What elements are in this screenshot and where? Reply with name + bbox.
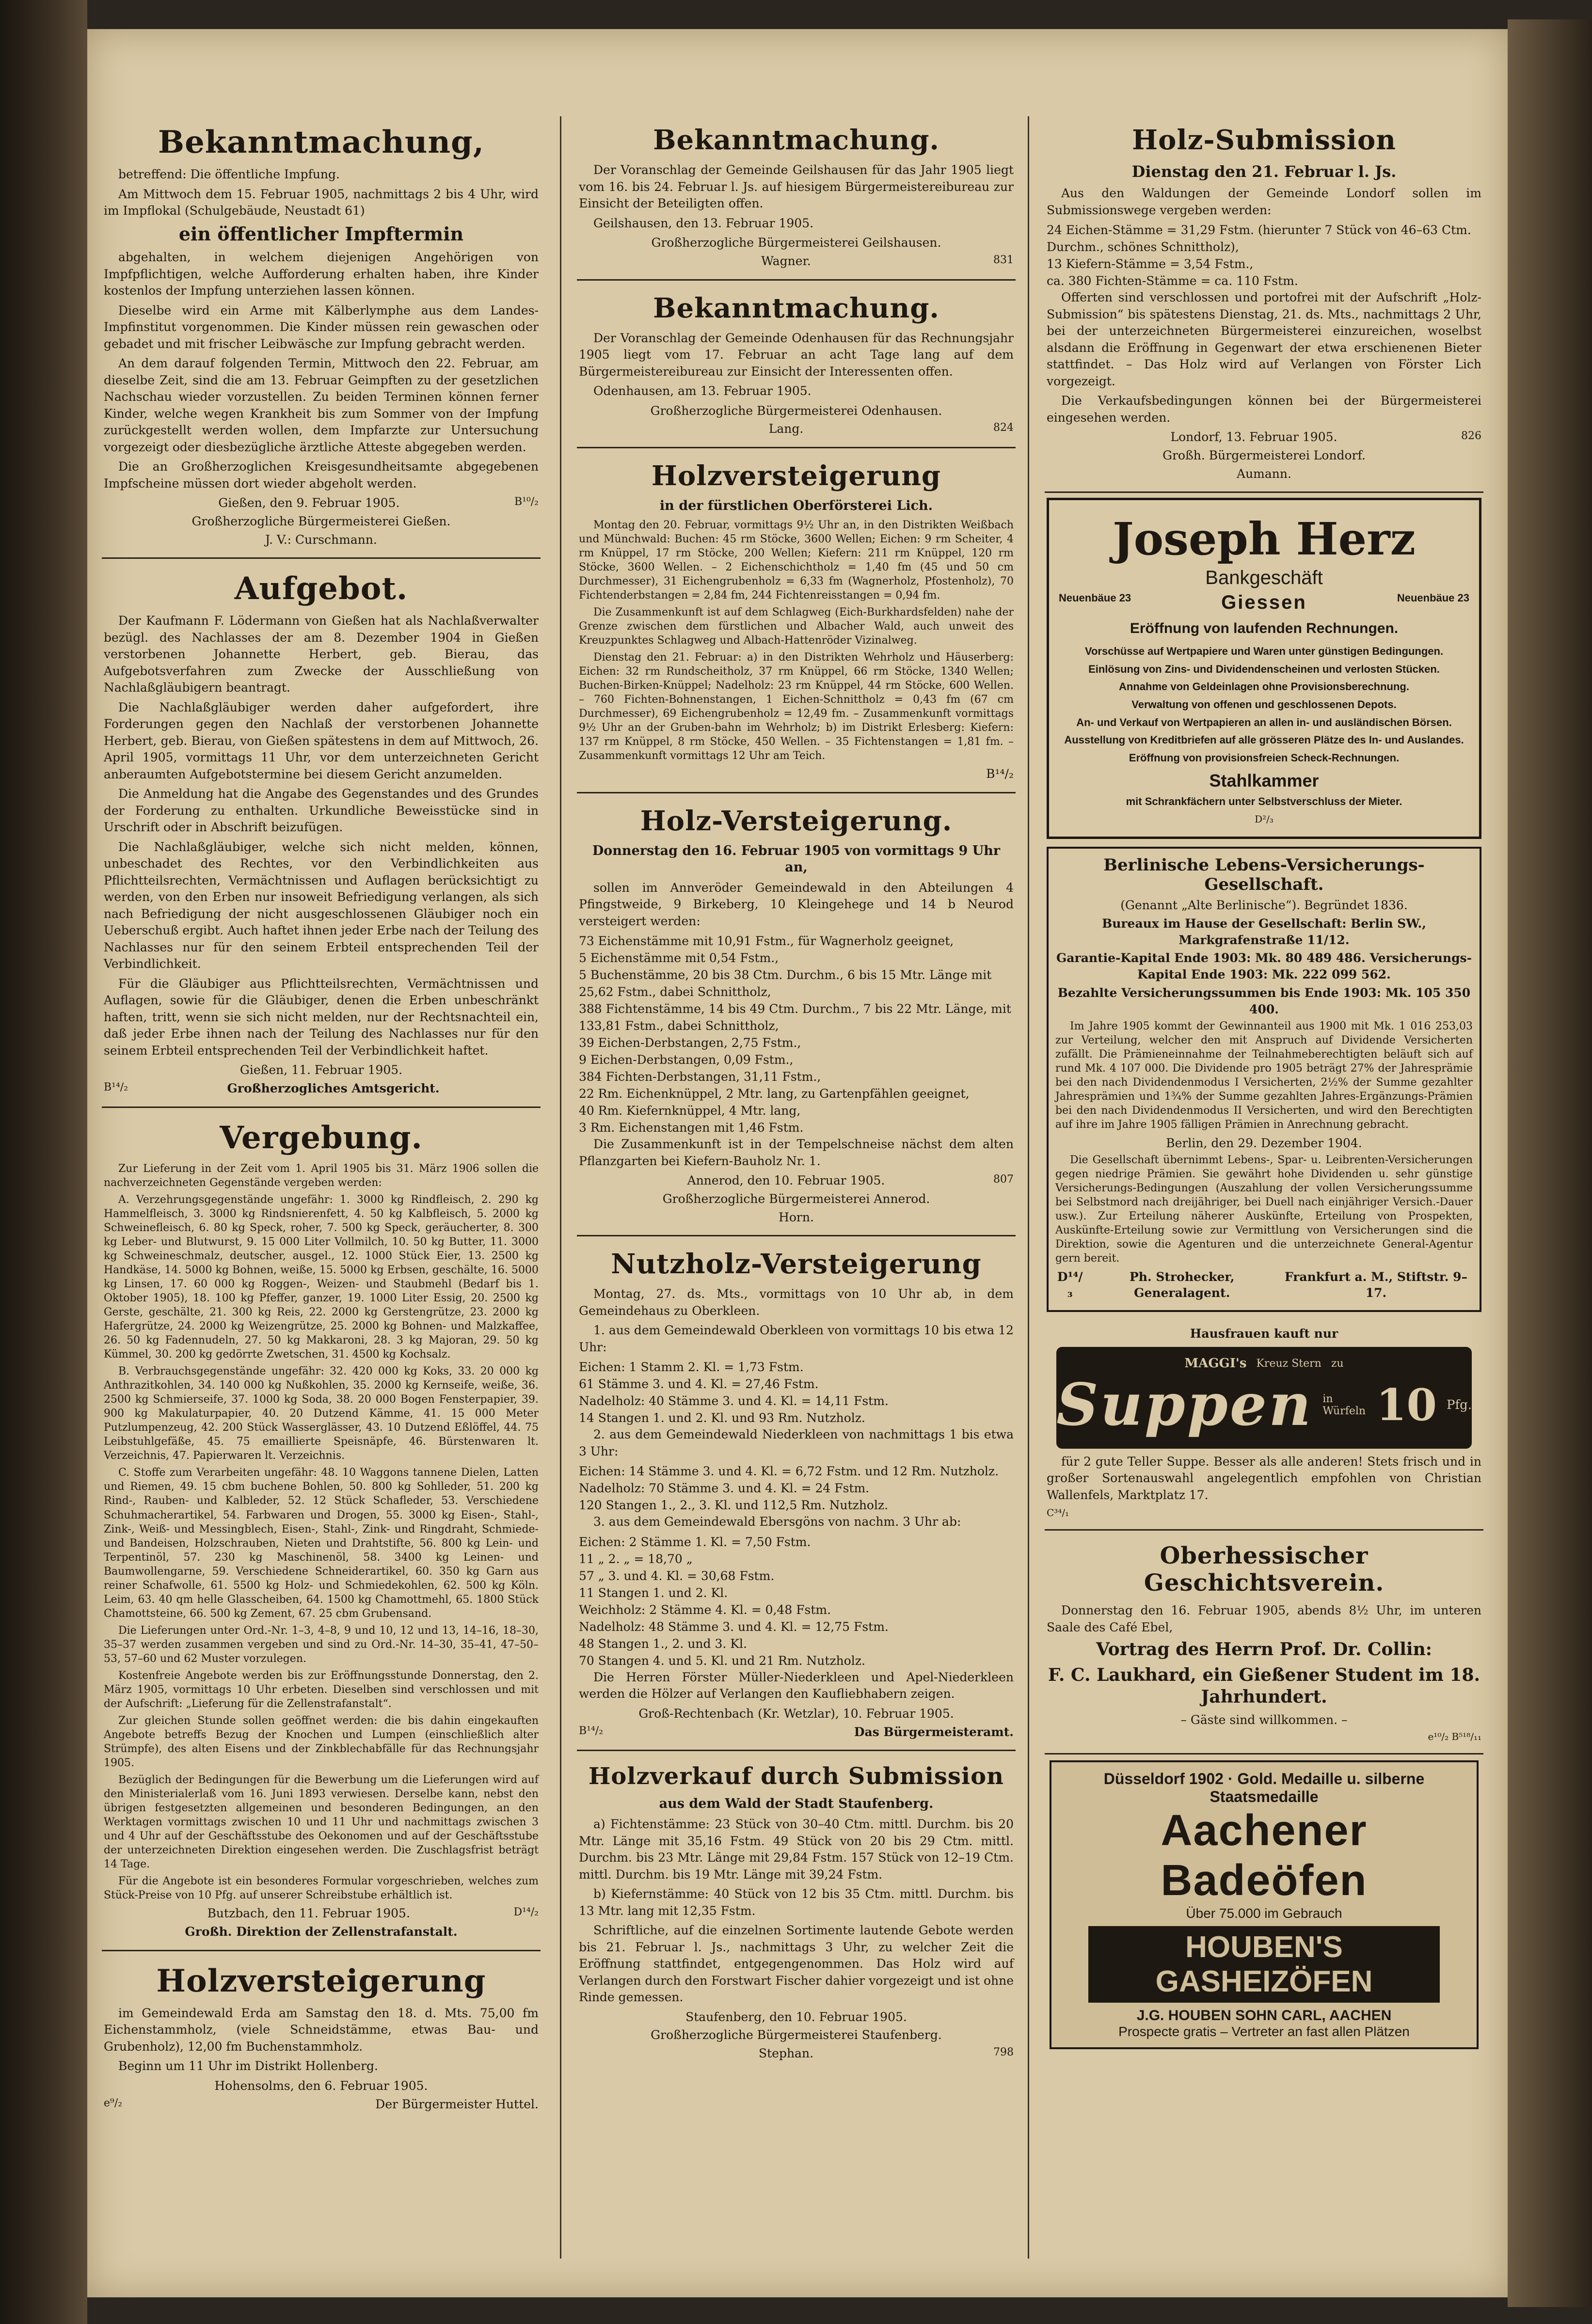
notice-text: Zur gleichen Stunde sollen geöffnet werden: die bis dahin eingekauften Angebote betreffs Bezug der Knochen und Lumpen (einschließlich alter Strümpfe), des alten Eisens und der Zinkblechabfälle für das Rechnungsjahr 1905. [104,1714,539,1770]
notice-text: Die Anmeldung hat die Angabe des Gegenstandes und des Grundes der Forderung zu enthalten. Urkundliche Beweisstücke sind in Urschrift oder in Abschrift beizufügen. [104,787,539,835]
notice-text: Dienstag den 21. Februar: a) in den Distrikten Wehrholz und Häuserberg: Eichen: 32 rm Rundscheitholz, 37 rm Knüppel, 66 rm Stöcke, 1340 Wellen; Buchen-Birken-Knüppel; Nadelholz: 23 rm Knüppel, 44 rm Stöcke, 600 Wellen. – 760 Fichten-Bohnenstangen, 1 Eichen-Schnittholz = 0,43 fm (67 cm Durchmesser), 69 Eichengrubenholz = 12,49 fm. – Zusammenkunft vormittags 9½ Uhr an der Gruben-bahn im Wehrholz; b) im Distrikt Erlesberg: Kiefern: 137 rm Knüppel, 8 rm Stöcke, 450 Wellen. – 35 Fichtenstangen = 1,81 fm. – Zusammenkunft vormittags 12 Uhr am Teich. [579,651,1014,762]
column-rule [560,116,561,2259]
column-left [102,116,541,2268]
notice-text: Der Kaufmann F. Lödermann von Gießen hat als Nachlaßverwalter bezügl. des Nachlasses der am 8. Dezember 1904 in Gießen verstorbenen Johannette Herbert, geb. Bierau, das Aufgebotsverfahren zum Zwecke der Ausschließung von Nachlaßgläubigern beantragt. [104,614,539,695]
notice-title: Holz-Submission [1132,124,1396,156]
notice-nutzholz [577,1240,1016,1751]
insurer-paid: Bezahlte Versicherungssummen bis Ende 1903: Mk. 105 350 400. [1057,985,1471,1016]
address-right: Neuenbäue 23 [1397,592,1469,604]
insurer-text: Im Jahre 1905 kommt der Gewinnanteil aus 1900 mit Mk. 1 016 253,03 zur Verteilung, welcher den mit Anspruch auf Dividende Versicherten zufällt. Die Prämieneinnahme der Teilnahmeberechtigten beläuft sich auf rund Mk. 4 107 000. Die Dividende pro 1905 beträgt 27% der Jahresprämie bei den nach Dividendenmodus I Versicherten, 2½% der Summe gezahlter Jahresprämien und 1¾% der Summe gezahlten Jahres-Ergänzungs-Prämien bei den nach Dividendenmodus II Versicherten, und wird den Berechtigten auf ihre im Jahre 1905 fälligen Prämien in Anrechnung gebracht. [1055,1020,1473,1131]
item-1: 61 Stämme 3. und 4. Kl. = 27,46 Fstm. [579,1377,819,1391]
bank-city: Giessen [1221,592,1307,614]
item-4: Weichholz: 2 Stämme 4. Kl. = 0,48 Fstm. [579,1602,831,1617]
notice-staufenberg [577,1755,1016,2071]
insurer-footer [1055,1269,1473,1302]
notice-text: Montag, 27. ds. Mts., vormittags von 10 Uhr ab, in dem Gemeindehaus zu Oberkleen. [579,1287,1014,1318]
notice-impfung [102,116,541,559]
bank-service: Annahme von Geldeinlagen ohne Provisionsberechnung. [1119,680,1409,693]
notice-number: 798 [993,2046,1014,2059]
bank-name: Joseph Herz [1113,513,1416,566]
notice-text: Aus den Waldungen der Gemeinde Londorf sollen im Submissionswege vergeben werden: [1047,186,1481,217]
column-middle [577,116,1016,2268]
insurer-capital: Garantie-Kapital Ende 1903: Mk. 80 489 486. Versicherungs-Kapital Ende 1903: Mk. 222 099 562. [1056,951,1472,981]
lecture-heading: Vortrag des Herrn Prof. Dr. Collin: [1096,1639,1433,1660]
item-8: 40 Rm. Kiefernknüppel, 4 Mtr. lang, [579,1104,801,1118]
notice-text: Der Voranschlag der Gemeinde Geilshausen für das Jahr 1905 liegt vom 16. bis 24. Februar l. Js. auf hiesigem Bürgermeistereibureau zur Einsicht der Beteiligten offen. [579,163,1014,210]
notice-date: Staufenberg, den 10. Februar 1905. [685,2009,907,2024]
item-2: 5 Buchenstämme, 20 bis 38 Ctm. Durchm., 6 bis 15 Mtr. Länge mit 25,62 Fstm., dabei Schnittholz, [579,968,992,999]
bank-service: An- und Verkauf von Wertpapieren an allen in- und ausländischen Börsen. [1076,716,1452,728]
insurer-address: Bureaux im Hause der Gesellschaft: Berlin SW., Markgrafenstraße 11/12. [1102,916,1426,947]
notice-text: Donnerstag den 16. Februar 1905, abends 8½ Uhr, im unteren Saale des Café Ebel, [1047,1603,1481,1634]
notice-text: 1. aus dem Gemeindewald Oberkleen von vormittags 10 bis etwa 12 Uhr: [579,1323,1014,1354]
notice-date: Gießen, 11. Februar 1905. [239,1063,403,1077]
notice-code: B¹⁴/₂ [579,1724,604,1737]
ad-houben [1050,1760,1479,2049]
notice-title: Nutzholz-Versteigerung [611,1248,982,1281]
notice-holz-submission [1045,116,1483,493]
item-6: 384 Fichten-Derbstangen, 31,11 Fstm., [579,1070,821,1084]
maggi-wuerfel: in Würfeln [1322,1392,1366,1417]
notice-odenhausen [577,285,1016,449]
notice-holz-versteigerung-annerod [577,797,1016,1236]
notice-signature: Großherzogliche Bürgermeisterei Odenhausen. [650,403,942,418]
bank-service: Einlösung von Zins- und Dividendenscheinen und verlosten Stücken. [1088,663,1440,675]
notice-name: Horn. [779,1210,814,1224]
notice-title: Holzverkauf durch Submission [588,1763,1004,1790]
notice-number: 807 [993,1173,1014,1186]
item-3: 11 Stangen 1. und 2. Kl. [579,1585,728,1600]
item-2: Nadelholz: 40 Stämme 3. und 4. Kl. = 14,11 Fstm. [579,1394,889,1408]
ad-joseph-herz [1047,498,1481,839]
bank-service: Vorschüsse auf Wertpapiere und Waren unter günstigen Bedingungen. [1084,645,1444,658]
maggi-badge: Kreuz Stern [1256,1357,1321,1370]
column-rule [1028,116,1029,2259]
item-3: 14 Stangen 1. und 2. Kl. und 93 Rm. Nutzholz. [579,1411,865,1425]
maggi-pfennig: Pfg. [1446,1397,1472,1412]
item-3: 388 Fichtenstämme, 14 bis 49 Ctm. Durchm., 7 bis 22 Mtr. Länge, mit 133,81 Fstm., dabei Schnittholz, [579,1002,1011,1033]
lecture-topic: F. C. Laukhard, ein Gießener Student im 18. Jahrhundert. [1048,1665,1481,1707]
notice-text: Für die Angebote ist ein besonderes Formular vorgeschrieben, welches zum Stück-Preise von 10 Pfg. auf unserer Schreibstube erhältlich ist. [104,1875,539,1902]
notice-number: 831 [993,253,1014,266]
column-right [1045,116,1483,2268]
notice-text: Die Zusammenkunft ist in der Tempelschneise nächst dem alten Pflanzgarten bei Kiefern-Bauholz Nr. 1. [579,1137,1014,1168]
item-2: ca. 380 Fichten-Stämme = ca. 110 Fstm. [1047,274,1298,288]
ad-code: D¹⁴/₃ [1057,1269,1083,1300]
item-7: 70 Stangen 4. und 5. Kl. und 21 Rm. Nutzholz. [579,1653,865,1668]
notice-name: Aumann. [1237,466,1291,481]
notice-text: Der Voranschlag der Gemeinde Odenhausen für das Rechnungsjahr 1905 liegt vom 17. Februar an acht Tage lang auf dem Bürgermeistereibureau zur Einsicht der Interessenten offen. [579,331,1014,379]
newspaper-page [87,29,1508,2297]
item-0: 73 Eichenstämme mit 10,91 Fstm., für Wagnerholz geeignet, [579,934,954,949]
bank-stahlkammer: Stahlkammer [1209,771,1319,791]
insurer-date: Berlin, den 29. Dezember 1904. [1166,1136,1362,1150]
notice-title: Holzversteigerung [156,1962,486,1999]
ad-berlinische [1047,847,1481,1312]
notice-title: Holzversteigerung [651,460,941,492]
notice-signature: Großherzogliches Amtsgericht. [227,1081,440,1095]
item-1: 5 Eichenstämme mit 0,54 Fstm., [579,951,779,965]
notice-title: Bekanntmachung. [653,124,939,156]
notice-signature: Großherzogliche Bürgermeisterei Gießen. [191,514,451,528]
insurer-city: Frankfurt a. M., Stiftstr. 9–17. [1284,1269,1468,1300]
notice-place [104,495,539,511]
notice-signature: J. V.: Curschmann. [265,532,377,547]
houben-heater: HOUBEN'S GASHEIZÖFEN [1088,1926,1440,2003]
notice-holzversteigerung-erda [102,1955,541,2122]
notice-text: Die Zusammenkunft ist auf dem Schlagweg (Eich-Burkhardsfelden) nahe der Grenze zwischen dem fürstlichen und Albacher Wald, auch unweit des Kreuzpunktes Schlagweg und Albach-Hattenröder Vizinalweg. [579,606,1014,647]
notice-title: Holz-Versteigerung. [640,805,953,838]
notice-date: Annerod, den 10. Februar 1905. [687,1173,885,1188]
maggi-price: 10 [1376,1379,1437,1431]
notice-code: B¹⁴/₂ [104,1081,128,1093]
notice-text: Die Nachlaßgläubiger werden daher aufgefordert, ihre Forderungen gegen den Nachlaß der verstorbenen Johannette Herbert, geb. Bierau, von Gießen spätestens in dem auf Mittwoch, 26. April 1905, vormittags 11 Uhr, vor dem unterzeichneten Gericht anberaumten Aufgebotstermine bei diesem Gericht anzumelden. [104,700,539,781]
notice-text: B. Verbrauchsgegenstände ungefähr: 32. 420 000 kg Koks, 33. 20 000 kg Anthrazitkohlen, 34. 140 000 kg Nußkohlen, 35. 2000 kg Kernseife, weiße, 36. 2500 kg Schmierseife, 37. 1000 kg Soda, 38. 20 000 Bogen Fensterpapier, 39. 900 kg Makulaturpapier, 40. 20 Dutzend Kämme, 41. 15 000 Meter Putzlumpenzeug, 42. 200 Stück Wasserglässer, 43. 10 Dutzend Eßlöffel, 44. 75 Leibstuhlgefäße, 45. 75 emaillierte Speisnäpfe, 46. Bürstenwaren lt. Verzeichnis, 47. Papierwaren lt. Verzeichnis. [104,1365,539,1462]
ad-code [1047,1730,1481,1743]
bank-heading: Eröffnung von laufenden Rechnungen. [1130,620,1399,637]
notice-name: Lang. [768,422,804,436]
item-1: Nadelholz: 70 Stämme 3. und 4. Kl. = 24 Fstm. [579,1481,870,1496]
notice-text: Die an Großherzoglichen Kreisgesundheitsamte abgegebenen Impfscheine müssen dort wieder abgeholt werden. [104,459,539,490]
notice-text: Die Herren Förster Müller-Niederkleen und Apel-Niederkleen werden die Hölzer auf Verlangen den Kaufliebhabern zeigen. [579,1670,1014,1701]
item-0: Eichen: 14 Stämme 3. und 4. Kl. = 6,72 Fstm. und 12 Rm. Nutzholz. [579,1464,999,1479]
notice-text: Offerten sind verschlossen und portofrei mit der Aufschrift „Holz-Submission“ bis spätestens Dienstag, 21. ds. Mts., nachmittags 2 Uhr, bei der unterzeichneten Bürgermeisterei einzureichen, woselbst alsdann die Eröffnung in Gegenwart der etwa erschienenen Bieter stattfindet. – Das Holz wird auf Verlangen von Förster Lich vorgezeigt. [1047,290,1481,388]
item-5: 9 Eichen-Derbstangen, 0,09 Fstm., [579,1053,794,1067]
ad-code-a: e¹⁰/₂ [1428,1731,1449,1742]
item-6: 48 Stangen 1., 2. und 3. Kl. [579,1636,747,1651]
notice-text: Beginn um 11 Uhr im Distrikt Hollenberg. [118,2059,378,2073]
notice-name: Wagner. [761,253,811,268]
bank-address [1059,592,1469,614]
notice-text: Schriftliche, auf die einzelnen Sortimente lautende Gebote werden bis 21. Februar l. Js., nachmittags 3 Uhr, zu welcher Zeit die Eröffnung stattfindet, entgegengenommen. Das Holz wird auf Verlangen durch den Forstwart Fischer dahier vorgezeigt und ist ohne Rinde gemessen. [579,1923,1014,2005]
insurer-agent: Ph. Strohecker, Generalagent. [1129,1269,1235,1300]
ad-code-b: B⁵¹⁸/₁₁ [1451,1731,1481,1742]
notice-text: C. Stoffe zum Verarbeiten ungefähr: 48. 10 Waggons tannene Dielen, Latten und Riemen, 49. 15 cbm buchene Bohlen, 50. 800 kg Sohlleder, 51. 200 kg Rind-, Rauben- und Kalbleder, 52. 12 Stück Schafleder, 53. Verschiedene Schuhmacherartikel, 54. Farbwaren und Drogen, 55. 3000 kg Eisen-, Stahl-, Zink-, Weiß- und Messingblech, Eisen-, Stahl-, Zink- und Ringdraht, Schmiede- und Bandeisen, Holzschrauben, Nieten und Drahtstifte, 56. 800 kg Lein- und Terpentinöl, 57. 230 kg Maschinenöl, 58. 3400 kg Leinen- und Baumwollengarne, 59. Verschiedene Schneiderartikel, 60. 350 kg Garn aus reiner Schafwolle, 61. 5500 kg Holz- und Schmiedekohlen, 62. 500 kg Köln. Leim, 63. 40 qm helle Glasscheiben, 64. 1500 kg Chamottmehl, 65. 1800 Stück Chamottsteine, 66. 500 kg Zement, 67. 25 cbm Grubensand. [104,1467,539,1620]
notice-date: Gießen, den 9. Februar 1905. [218,496,400,510]
item-1: 13 Kiefern-Stämme = 3,54 Fstm., [1047,257,1254,271]
notice-code: B¹⁰/₂ [514,496,539,508]
notice-date: Hohensolms, den 6. Februar 1905. [214,2078,428,2093]
item-9: 3 Rm. Eichenstangen mit 1,46 Fstm. [579,1121,804,1135]
bank-service: Eröffnung von provisionsfreien Scheck-Rechnungen. [1129,751,1400,764]
notice-text: Kostenfreie Angebote werden bis zur Eröffnungsstunde Donnerstag, den 2. März 1905, vormittags 10 Uhr erbeten. Dieselben sind verschlossen und mit der Aufschrift: „Lieferung für die Zellenstrafanstalt“. [104,1669,539,1710]
notice-code: B¹⁴/₂ [986,767,1014,781]
notice-signature: Großh. Bürgermeisterei Londorf. [1162,448,1366,462]
notice-text: Die Lieferungen unter Ord.-Nr. 1–3, 4–8, 9 und 10, 12 und 13, 14–16, 18–30, 35–37 werden zusammen vergeben und sind zu Ord.-Nr. 14–30, 35–41, 47–50–53, 57–60 und 62 Muster vorzulegen. [104,1624,539,1665]
notice-signature: Großherzogliche Bürgermeisterei Annerod. [662,1191,930,1206]
notice-lead: Dienstag den 21. Februar l. Js. [1131,162,1397,181]
notice-code: e⁹/₂ [104,2097,123,2109]
houben-count: Über 75.000 im Gebrauch [1186,1906,1342,1921]
ad-code: C³⁴/₁ [1047,1507,1069,1519]
notice-code: D¹⁴/₂ [513,1906,539,1919]
maggi-text: für 2 gute Teller Suppe. Besser als alle anderen! Stets frisch und in großer Sortenauswahl angelegentlich empfohlen von Christian Wallenfels, Marktplatz 17. [1047,1454,1481,1502]
bank-service: Ausstellung von Kreditbriefen auf alle grösseren Plätze des In- und Auslandes. [1064,734,1464,746]
notice-lead: betreffend: Die öffentliche Impfung. [118,167,340,181]
notice-text: sollen im Annveröder Gemeindewald in den Abteilungen 4 Pfingstweide, 9 Birkeberg, 10 Kleingehege und 14 b Neurod versteigert werden: [579,880,1014,928]
item-2: 57 „ 3. und 4. Kl. = 30,68 Fstm. [579,1568,775,1583]
notice-signature: Großh. Direktion der Zellenstrafanstalt. [185,1925,458,1939]
insurer-name: Berlinische Lebens-Versicherungs-Gesellschaft. [1103,855,1425,894]
notice-text: abgehalten, in welchem diejenigen Angehörigen von Impfpflichtigen, welche Aufforderung erhalten haben, ihre Kinder kostenlos der Impfung unterziehen lassen können. [104,250,539,298]
item-2: 120 Stangen 1., 2., 3. Kl. und 112,5 Rm. Nutzholz. [579,1498,889,1513]
notice-text: Bezüglich der Bedingungen für die Bewerbung um die Lieferungen wird auf den Ministerialerlaß vom 16. Juni 1893 verwiesen. Derselbe kann, nebst den übrigen festgesetzten allgemeinen und besonderen Bedingungen, an den Werktagen vormittags zwischen 10 und 11 Uhr und nachmittags zwischen 3 und 4 Uhr auf der Geschäftsstube des Oekonomen und auf der Geschäftsstube der unterzeichneten Direktion eingesehen werden. Die Zuschlagsfrist beträgt 14 Tage. [104,1774,539,1871]
notice-geilshausen [577,116,1016,281]
maggi-tagline: Hausfrauen kauft nur [1190,1327,1338,1341]
address-left: Neuenbäue 23 [1059,592,1131,604]
houben-footer: Prospecte gratis – Vertreter an fast allen Plätzen [1118,2024,1410,2039]
maggi-brand: MAGGI's [1184,1356,1247,1371]
notice-name: Stephan. [758,2046,814,2061]
notice-title: Vergebung. [220,1119,423,1156]
lecture-guests: – Gäste sind willkommen. – [1180,1713,1348,1727]
notice-aufgebot [102,563,541,1108]
notice-number: 826 [1461,430,1481,442]
notice-title: Aufgebot. [234,570,408,607]
notice-text: im Gemeindewald Erda am Samstag den 18. d. Mts. 75,00 fm Eichenstammholz, (viele Schneidstämme, etwas Bau- und Grubenholz), 12,00 fm Buchenstammholz. [104,2006,539,2054]
item-4: 39 Eichen-Derbstangen, 2,75 Fstm., [579,1036,801,1050]
notice-signature: Großherzogliche Bürgermeisterei Staufenberg. [651,2028,942,2042]
item-0: Eichen: 2 Stämme 1. Kl. = 7,50 Fstm. [579,1534,811,1549]
bank-stahlkammer-text: mit Schrankfächern unter Selbstverschluss der Mieter. [1126,795,1402,808]
notice-holzversteigerung-lich [577,452,1016,793]
maggi-zu: zu [1331,1357,1344,1370]
notice-date: Butzbach, den 11. Februar 1905. [207,1906,410,1921]
notice-text: a) Fichtenstämme: 23 Stück von 30–40 Ctm. mittl. Durchm. bis 20 Mtr. Länge mit 35,16 Fstm. 49 Stück von 20 bis 29 Ctm. mittl. Durchm. bis 23 Mtr. Länge mit 29,84 Fstm. 157 Stück von 12–19 Ctm. mittl. Durchm. bis 19 Mtr. Länge mit 39,24 Fstm. [579,1817,1014,1881]
notice-text: A. Verzehrungsgegenstände ungefähr: 1. 3000 kg Rindfleisch, 2. 290 kg Hammelfleisch, 3. 3000 kg Rindsnierenfett, 4. 50 kg Kalbfleisch, 5. 2000 kg Schweinefleisch, 6. 80 kg Speck, roher, 7. 500 kg Speck, geräucherter, 8. 300 kg Leber- und Blutwurst, 9. 15 000 Liter Vollmilch, 10. 50 kg Butter, 11. 3000 kg Schweineschmalz, deutscher, ausgel., 12. 1000 Stück Eier, 13. 2500 kg Handkäse, 14. 5000 kg Bohnen, weiße, 15. 5000 kg Erbsen, geschälte, 16. 5000 kg Linsen, 17. 60 000 kg Roggen-, Weizen- und Staubmehl (Bedarf bis 1. Oktober 1905), 18. 100 kg Pfeffer, ganzer, 19. 1000 Liter Essig, 20. 2500 kg Gerste, geschälte, 21. 300 kg Reis, 22. 2000 kg Gerstengrütze, 23. 2000 kg Hafergrütze, 24. 2000 kg Weizengrütze, 25. 2000 kg Bohnen- und Malzkaffee, 26. 50 kg Fadennudeln, 27. 50 kg Makkaroni, 28. 3 kg Majoran, 29. 50 kg Kümmel, 30. 200 kg gedörrte Zwetschen, 31. 4500 kg Kochsalz. [104,1193,539,1361]
houben-award: Düsseldorf 1902 · Gold. Medaille u. silberne Staatsmedaille [1103,1770,1425,1805]
notice-date: Geilshausen, den 13. Februar 1905. [593,216,814,230]
page-edge [1508,19,1592,2307]
item-7: 22 Rm. Eichenknüppel, 2 Mtr. lang, zu Gartenpfählen geeignet, [579,1087,970,1101]
houben-product: Aachener Badeöfen [1161,1806,1368,1905]
notice-text: Montag den 20. Februar, vormittags 9½ Uhr an, in den Distrikten Weißbach und Münchwald: Buchen: 45 rm Stöcke, 3600 Wellen; Eichen: 9 rm Scheiter, 4 rm Knüppel, 17 rm Stöcke, 200 Wellen; Kiefern: 211 rm Knüppel, 120 rm Stöcke, 3600 Wellen. – 2 Eichenschichtholz = 1,40 fm (45 und 50 cm Durchmesser), 31 Eichengrubenholz = 6,33 fm (Wagnerholz, Pfostenholz), 70 Fichtenderbstangen = 2,84 fm, 244 Fichtenreisstangen = 0,94 fm. [579,519,1014,601]
bank-service: Verwaltung von offenen und geschlossenen Depots. [1131,698,1397,711]
notice-signature: Das Bürgermeisteramt. [854,1724,1014,1739]
notice-signature: Großherzogliche Bürgermeisterei Geilshausen. [651,236,941,250]
notice-text: Zur Lieferung in der Zeit vom 1. April 1905 bis 31. März 1906 sollen die nachverzeichneten Gegenstände vergeben werden: [104,1162,539,1189]
item-1: 11 „ 2. „ = 18,70 „ [579,1551,693,1566]
insurer-subtitle: (Genannt „Alte Berlinische“). Begründet 1836. [1120,898,1408,912]
notice-heading: ein öffentlicher Impftermin [178,222,464,245]
maggi-word: Suppen [1056,1371,1313,1439]
notice-date: Londorf, 13. Februar 1905. [1170,430,1337,444]
notice-text: b) Kiefernstämme: 40 Stück von 12 bis 35 Ctm. mittl. Durchm. bis 13 Mtr. lang mit 12,35 Fstm. [579,1887,1014,1918]
notice-text: An dem darauf folgenden Termin, Mittwoch den 22. Februar, am dieselbe Zeit, sind die am 13. Februar Geimpften zu der gesetzlichen Nachschau wieder vorzustellen. Zu beiden Terminen können ferner Kinder, welche wegen Krankheit bis zum Sommer von der Impfung zurückgestellt werden wollen, dem Impfarzte zur Untersuchung vorgezeigt oder diesbezügliche ärztliche Atteste abgegeben werden. [104,356,539,454]
book-binding [0,0,87,2324]
maggi-logo [1056,1347,1472,1449]
ad-code: D²/₃ [1255,813,1274,825]
insurer-text: Die Gesellschaft übernimmt Lebens-, Spar- u. Leibrenten-Versicherungen gegen niedrige Prämien. Sie gewährt hohe Dividenden u. sehr günstige Versicherungs-Bedingungen (Auszahlung der vollen Versicherungssumme bei Selbstmord nach dreijähriger, bei Duell nach einjähriger Versich.-Dauer usw.). Zur Erteilung näherer Auskünfte, Erteilung von Prospekten, Auskünfte-Erteilung sowie zur Vermittlung von Versicherungen sind die Direktion, sowie die Agenturen und die unterzeichnete General-Agentur gern bereit. [1055,1154,1473,1265]
notice-text: Für die Gläubiger aus Pflichtteilsrechten, Vermächtnissen und Auflagen, sowie für die Gläubiger, denen die Erben unbeschränkt haften, tritt, wenn sie sich nicht melden, nur der Rechtsnachteil ein, daß jeder Erbe ihnen nach der Teilung des Nachlasses nur für den seinem Erbteil entsprechenden Teil der Verbindlichkeit haftet. [104,976,539,1058]
notice-number: 824 [993,422,1014,434]
notice-lead: in der fürstlichen Oberförsterei Lich. [659,498,933,513]
bank-subtitle: Bankgeschäft [1205,567,1323,589]
notice-text: 2. aus dem Gemeindewald Niederkleen von nachmittags 1 bis etwa 3 Uhr: [579,1427,1014,1458]
notice-text: Dieselbe wird ein Arme mit Kälberlymphe aus dem Landes-Impfinstitut vorgenommen. Die Kinder müssen rein gewaschen oder gebadet und mit frischer Leibwäsche zur Impfung gebracht werden. [104,303,539,351]
notice-date: Groß-Rechtenbach (Kr. Wetzlar), 10. Februar 1905. [638,1706,954,1721]
ad-maggi [1045,1319,1483,1531]
notice-title: Bekanntmachung, [158,124,485,160]
notice-title: Oberhessischer Geschichtsverein. [1144,1542,1385,1597]
notice-text: 3. aus dem Gemeindewald Ebersgöns von nachm. 3 Uhr ab: [593,1515,961,1529]
notice-signature: Der Bürgermeister Huttel. [375,2097,539,2111]
notice-geschichtsverein [1045,1534,1483,1755]
notice-text: Am Mittwoch dem 15. Februar 1905, nachmittags 2 bis 4 Uhr, wird im Impflokal (Schulgebäude, Neustadt 61) [104,187,539,218]
item-0: Eichen: 1 Stamm 2. Kl. = 1,73 Fstm. [579,1360,804,1375]
houben-company: J.G. HOUBEN SOHN CARL, AACHEN [1136,2008,1392,2024]
notice-lead: aus dem Wald der Stadt Staufenberg. [659,1796,934,1812]
notice-text: Die Nachlaßgläubiger, welche sich nicht melden, können, unbeschadet des Rechtes, vor den Verbindlichkeiten aus Pflichtteilsrechten, Vermächtnissen und Auflagen berücksichtigt zu werden, von den Erben nur insoweit Befriedigung verlangen, als sich nach Befriedigung der nicht ausgeschlossenen Gläubiger noch ein Ueberschuß ergibt. Auch haftet ihnen jeder Erbe nach der Teilung des Nachlasses nur für den seinem Erbteil entsprechenden Teil der Verbindlichkeit. [104,839,539,971]
notice-lead: Donnerstag den 16. Februar 1905 von vormittags 9 Uhr an, [592,843,1001,875]
item-5: Nadelholz: 48 Stämme 3. und 4. Kl. = 12,75 Fstm. [579,1619,889,1634]
item-0: 24 Eichen-Stämme = 31,29 Fstm. (hierunter 7 Stück von 46–63 Ctm. Durchm., schönes Schnittholz), [1047,223,1471,254]
notice-date: Odenhausen, am 13. Februar 1905. [593,384,812,398]
notice-text: Die Verkaufsbedingungen können bei der Bürgermeisterei eingesehen werden. [1047,394,1481,425]
notice-title: Bekanntmachung. [653,292,939,324]
notice-vergebung [102,1112,541,1951]
